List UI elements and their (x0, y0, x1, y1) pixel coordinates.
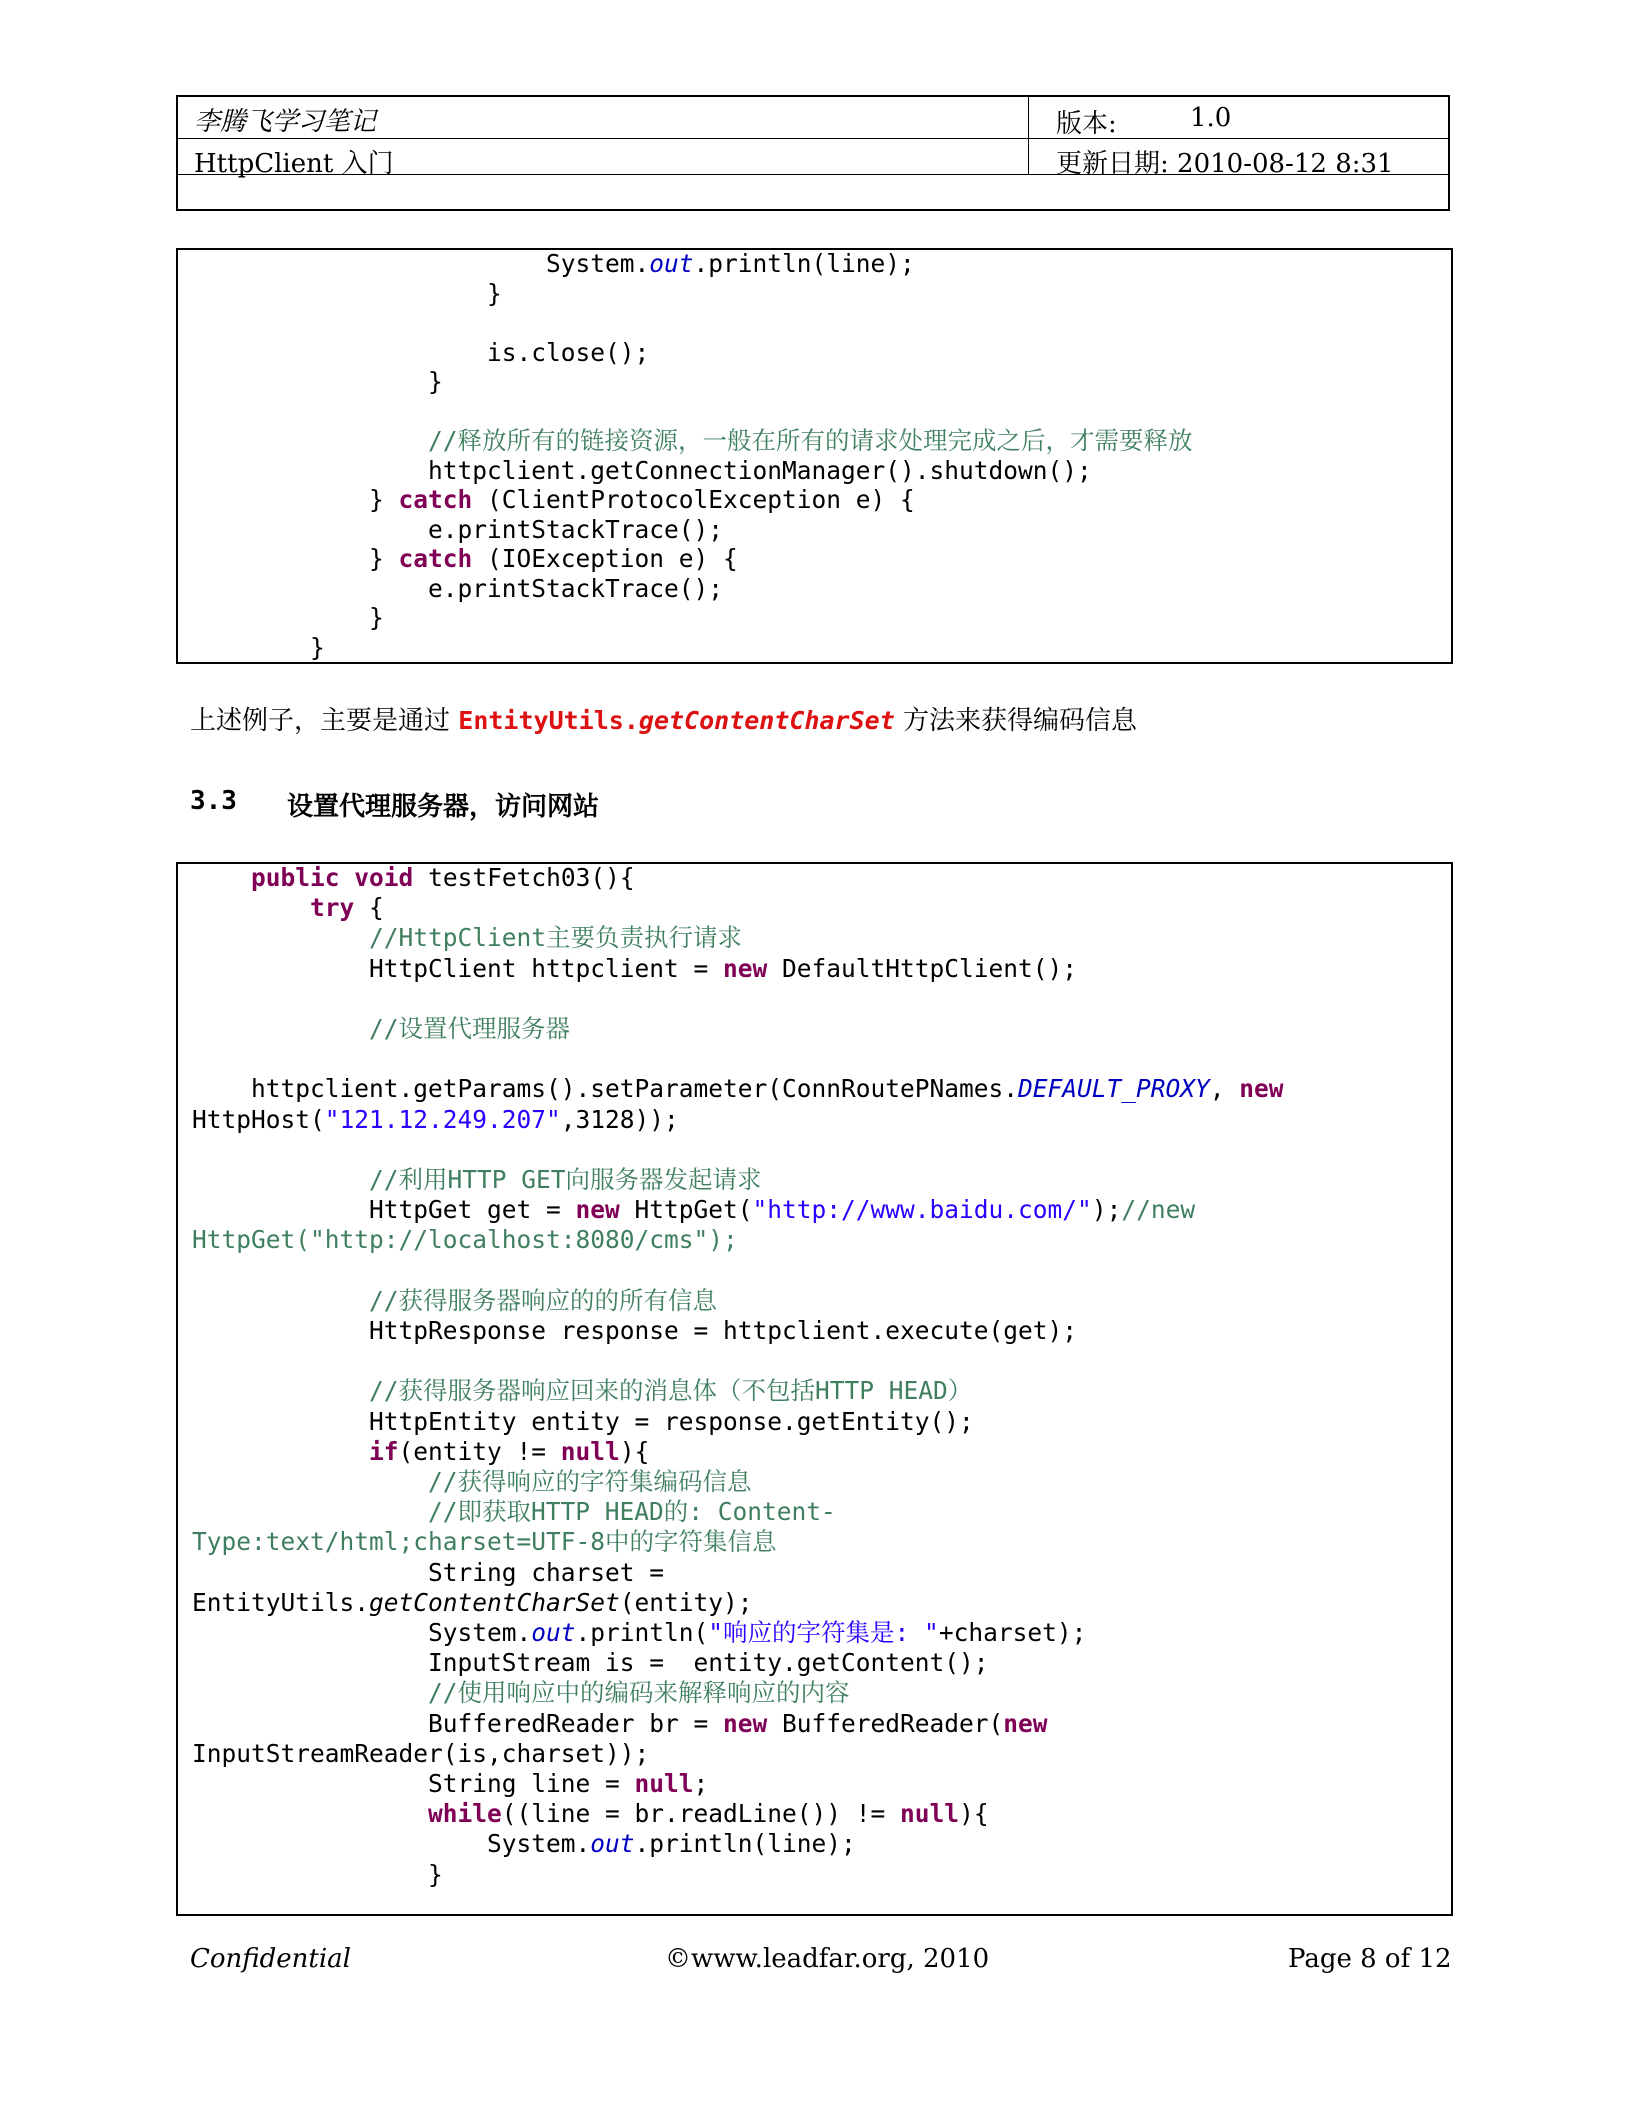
code-line (192, 368, 443, 396)
code-line (192, 1770, 708, 1798)
code-token: System. (192, 249, 650, 278)
code-token: out (590, 1829, 635, 1859)
code-token: e.printStackTrace(); (192, 514, 724, 544)
code-token: } (192, 632, 325, 662)
code-line (192, 1408, 974, 1436)
code-line (192, 1075, 1284, 1103)
code-line (192, 1106, 679, 1134)
code-line (192, 1377, 972, 1405)
header-divider (1028, 97, 1029, 175)
code-token: public (251, 863, 340, 892)
code-token: //设置代理服务器 (192, 1014, 571, 1043)
code-token: //使用响应中的编码来解释响应的内容 (192, 1678, 850, 1708)
code-token: is.close(); (192, 337, 650, 367)
code-line (192, 1166, 762, 1194)
code-token: ){ (619, 1436, 650, 1466)
code-token: ((line = br.readLine()) != (501, 1799, 901, 1829)
code-token: //new (1121, 1195, 1196, 1225)
code-token: HttpGet( (619, 1195, 753, 1225)
code-token: DefaultHttpClient(); (767, 953, 1078, 983)
code-token: HttpClient httpclient = (192, 953, 724, 983)
code-line (192, 604, 384, 632)
footer-copyright: ©www.leadfar.org, 2010 (665, 1944, 990, 1974)
method-class: EntityUtils. (458, 706, 639, 735)
code-token: ); (1091, 1195, 1122, 1225)
code-token: out (649, 249, 694, 278)
version-label: 版本: (1056, 109, 1117, 139)
code-line (192, 545, 738, 573)
code-token: "121.12.249.207" (324, 1104, 561, 1134)
code-token: } (192, 603, 384, 632)
explanation-paragraph (190, 700, 1137, 737)
section-title: 设置代理服务器，访问网站 (287, 792, 600, 822)
code-token: getContentCharSet (369, 1587, 620, 1617)
code-token: DEFAULT_PROXY (1018, 1074, 1210, 1104)
code-token (192, 863, 251, 892)
code-token: null (560, 1436, 620, 1466)
code-line (192, 1619, 1086, 1647)
code-line (192, 486, 915, 514)
code-token: testFetch03(){ (413, 863, 635, 892)
code-line (192, 1196, 1195, 1224)
doc-subtitle: HttpClient 入门 (194, 149, 394, 179)
code-line (192, 955, 1077, 983)
code-token: e.printStackTrace(); (192, 573, 724, 603)
code-token: { (354, 893, 384, 923)
version-value: 1.0 (1190, 103, 1232, 133)
code-token: "http://www.baidu.com/" (752, 1195, 1092, 1225)
code-token: catch (398, 485, 473, 514)
code-token: .println(line); (634, 1829, 856, 1859)
code-token: .println(line); (693, 249, 915, 278)
code-token: ){ (959, 1799, 989, 1829)
code-token: HttpGet("http://localhost:8080/cms"); (192, 1225, 738, 1255)
code-token: //获得服务器响应的的所有信息 (192, 1285, 718, 1315)
code-token: } (192, 544, 399, 573)
code-token (340, 863, 355, 892)
code-line (192, 427, 1193, 455)
code-line (192, 894, 384, 922)
code-token: //获得服务器响应回来的消息体（不包括HTTP HEAD） (192, 1376, 973, 1406)
code-token: (entity); (619, 1587, 753, 1617)
code-token: //利用HTTP GET向服务器发起请求 (192, 1165, 762, 1194)
code-token: ; (693, 1769, 709, 1798)
code-line (192, 1438, 649, 1466)
code-token (192, 893, 310, 922)
code-line (192, 1226, 738, 1254)
code-line (192, 1468, 752, 1496)
code-token: HttpResponse response = httpclient.execute(get); (192, 1316, 1078, 1345)
code-line (192, 457, 1092, 485)
code-token: httpclient.getParams().setParameter(ConnRoutePNames. (192, 1074, 1019, 1104)
code-token: System. (192, 1618, 532, 1647)
code-token: String line = (192, 1769, 635, 1798)
code-token: InputStream is = entity.getContent(); (192, 1648, 989, 1678)
code-line (192, 1317, 1077, 1345)
paragraph-text-before: 上述例子，主要是通过 (190, 706, 459, 736)
code-token: while (428, 1799, 502, 1829)
method-reference (458, 706, 895, 735)
doc-title: 李腾飞学习笔记 (194, 107, 377, 137)
paragraph-text-after: 方法来获得编码信息 (894, 706, 1138, 736)
code-token: System. (192, 1829, 591, 1859)
code-line (192, 1679, 850, 1707)
code-line (192, 516, 723, 544)
code-token: //获得响应的字符集编码信息 (192, 1467, 752, 1496)
code-token: (ClientProtocolException e) { (472, 485, 915, 514)
code-token: HttpGet get = (192, 1195, 576, 1225)
code-token: InputStreamReader(is,charset)); (192, 1738, 650, 1768)
code-token: BufferedReader br = (192, 1708, 724, 1738)
code-token: } (192, 485, 399, 514)
code-token: String charset = (192, 1557, 665, 1587)
code-line (192, 280, 502, 308)
code-line (192, 1287, 717, 1315)
code-line (192, 1015, 570, 1043)
code-line (192, 1800, 989, 1828)
code-token: new (1003, 1708, 1048, 1738)
code-token: } (192, 367, 443, 396)
code-token: //释放所有的链接资源，一般在所有的请求处理完成之后，才需要释放 (192, 426, 1193, 455)
code-line (192, 634, 325, 662)
code-line (192, 339, 649, 367)
code-line (192, 1589, 753, 1617)
update-date: 更新日期: 2010-08-12 8:31 (1056, 149, 1394, 179)
code-token: BufferedReader( (767, 1708, 1004, 1738)
code-token: } (192, 278, 502, 308)
code-token: EntityUtils. (192, 1587, 370, 1617)
code-token: new (723, 1708, 768, 1738)
code-token: HttpHost( (192, 1104, 325, 1134)
code-token: httpclient.getConnectionManager().shutdown(); (192, 455, 1092, 485)
code-token: void (354, 863, 414, 892)
code-line (192, 924, 742, 952)
code-token: new (723, 953, 768, 983)
code-block-2 (176, 862, 1453, 1916)
code-token (192, 1799, 428, 1828)
code-token (192, 1437, 369, 1466)
code-line (192, 1498, 836, 1526)
code-token: (IOException e) { (472, 544, 738, 573)
code-token: if (369, 1436, 399, 1466)
code-token: new (1239, 1074, 1284, 1104)
code-token: Type:text/html;charset=UTF-8中的字符集信息 (192, 1527, 777, 1557)
code-token: null (634, 1769, 694, 1798)
code-line (192, 1528, 777, 1556)
code-token: HttpEntity entity = response.getEntity(); (192, 1406, 974, 1436)
code-line (192, 1740, 649, 1768)
code-line (192, 1861, 443, 1889)
code-token: +charset); (938, 1618, 1087, 1647)
code-token: ,3128)); (560, 1104, 679, 1134)
code-line (192, 1649, 989, 1677)
code-line (192, 575, 723, 603)
code-token: out (531, 1618, 576, 1647)
code-token: "响应的字符集是: " (708, 1618, 939, 1647)
header-table (176, 95, 1450, 211)
footer-page-number: Page 8 of 12 (1288, 1944, 1452, 1974)
code-token: , (1209, 1074, 1240, 1104)
code-token: //即获取HTTP HEAD的: Content- (192, 1497, 836, 1527)
code-token: try (310, 893, 355, 923)
code-token: new (575, 1195, 620, 1225)
code-block-1 (176, 248, 1453, 664)
code-token: .println( (575, 1618, 709, 1647)
code-line (192, 1830, 856, 1858)
code-line (192, 1559, 664, 1587)
code-token: (entity != (398, 1436, 561, 1466)
footer-confidential: Confidential (190, 1944, 351, 1974)
section-number: 3.3 (190, 786, 237, 816)
code-line (192, 250, 915, 278)
code-line (192, 1710, 1048, 1738)
method-name: getContentCharSet (638, 706, 895, 735)
code-token: catch (398, 544, 473, 573)
code-line (192, 864, 635, 892)
code-token: //HttpClient主要负责执行请求 (192, 923, 743, 953)
code-token: null (900, 1799, 960, 1829)
code-token: } (192, 1859, 443, 1889)
